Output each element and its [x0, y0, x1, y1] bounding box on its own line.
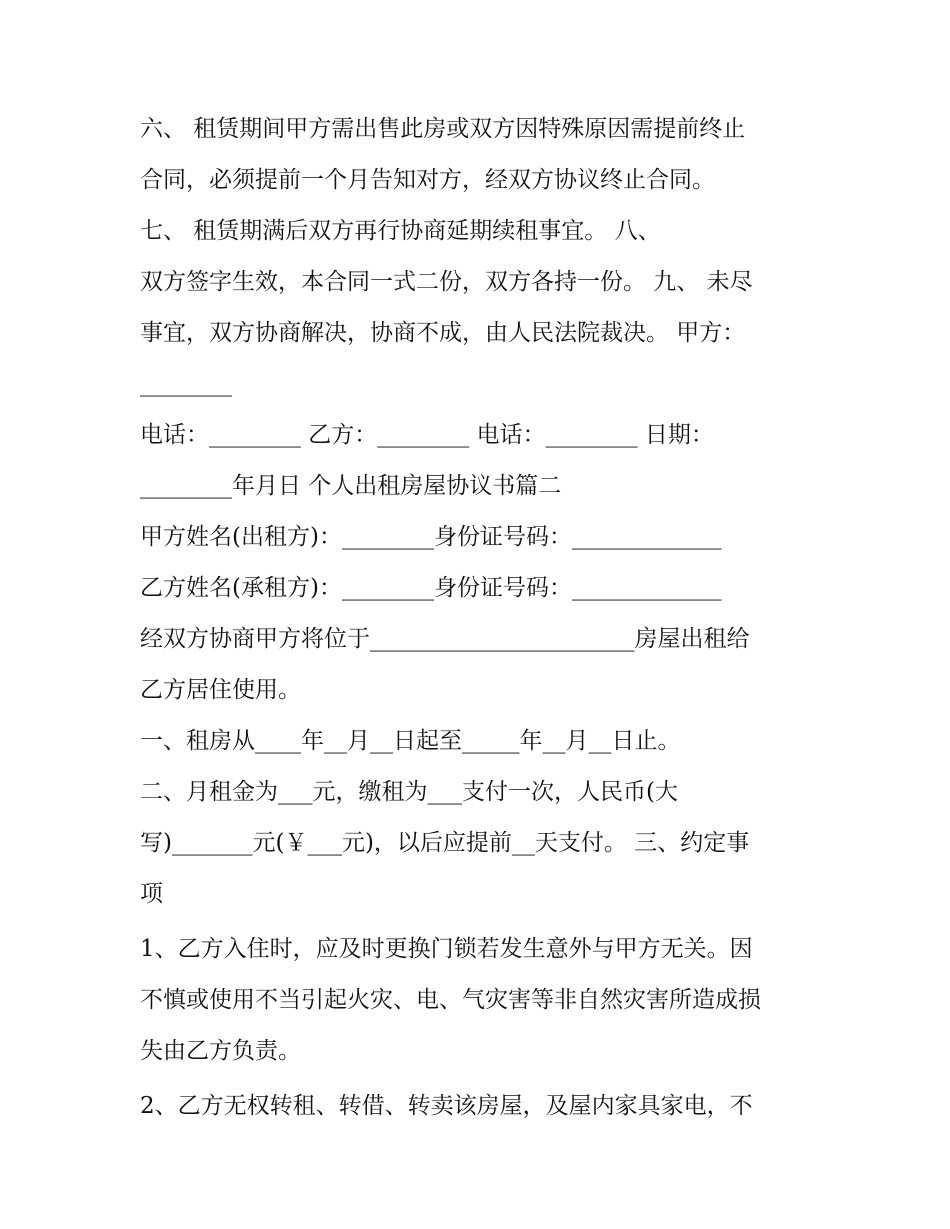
text-line: 经双方协商甲方将位于_______________________房屋出租给 [140, 626, 750, 652]
text-line: 合同，必须提前一个月告知对方，经双方协议终止合同。 [140, 167, 715, 193]
text-line: 不慎或使用不当引起火灾、电、气灾害等非自然灾害所造成损 [140, 987, 761, 1013]
text-line: 乙方居住使用。 [140, 677, 301, 703]
tenant-info-line: 乙方姓名(承租方)：________身份证号码：_____________ [140, 575, 722, 601]
text-line: 写)_______元(￥___元)，以后应提前__天支付。 三、约定事 [140, 830, 750, 856]
landlord-info-line: 甲方姓名(出租方)：________身份证号码：_____________ [140, 524, 722, 550]
text-line: 2、乙方无权转租、转借、转卖该房屋，及屋内家具家电，不 [140, 1093, 753, 1119]
text-line: 1、乙方入住时，应及时更换门锁若发生意外与甲方无关。因 [140, 936, 753, 962]
text-line: 七、 租赁期满后双方再行协商延期续租事宜。 八、 [140, 218, 661, 244]
text-line: 双方签字生效，本合同一式二份，双方各持一份。 九、 未尽 [140, 269, 753, 295]
text-line: 二、月租金为___元，缴租为___支付一次，人民币(大 [140, 779, 678, 805]
text-line: 事宜，双方协商解决，协商不成，由人民法院裁决。 甲方： [140, 320, 746, 346]
contact-line: 电话：________ 乙方：________ 电话：________ 日期： [140, 422, 714, 448]
text-line: 六、 租赁期间甲方需出售此房或双方因特殊原因需提前终止 [140, 116, 746, 142]
text-line: 失由乙方负责。 [140, 1038, 301, 1064]
signature-blank: ________ [140, 371, 232, 397]
text-line: 一、租房从____年__月__日起至_____年__月__日止。 [140, 728, 681, 754]
date-title-line: ________年月日 个人出租房屋协议书篇二 [140, 473, 562, 499]
document-body [140, 104, 820, 1132]
text-line: 项 [140, 881, 163, 907]
